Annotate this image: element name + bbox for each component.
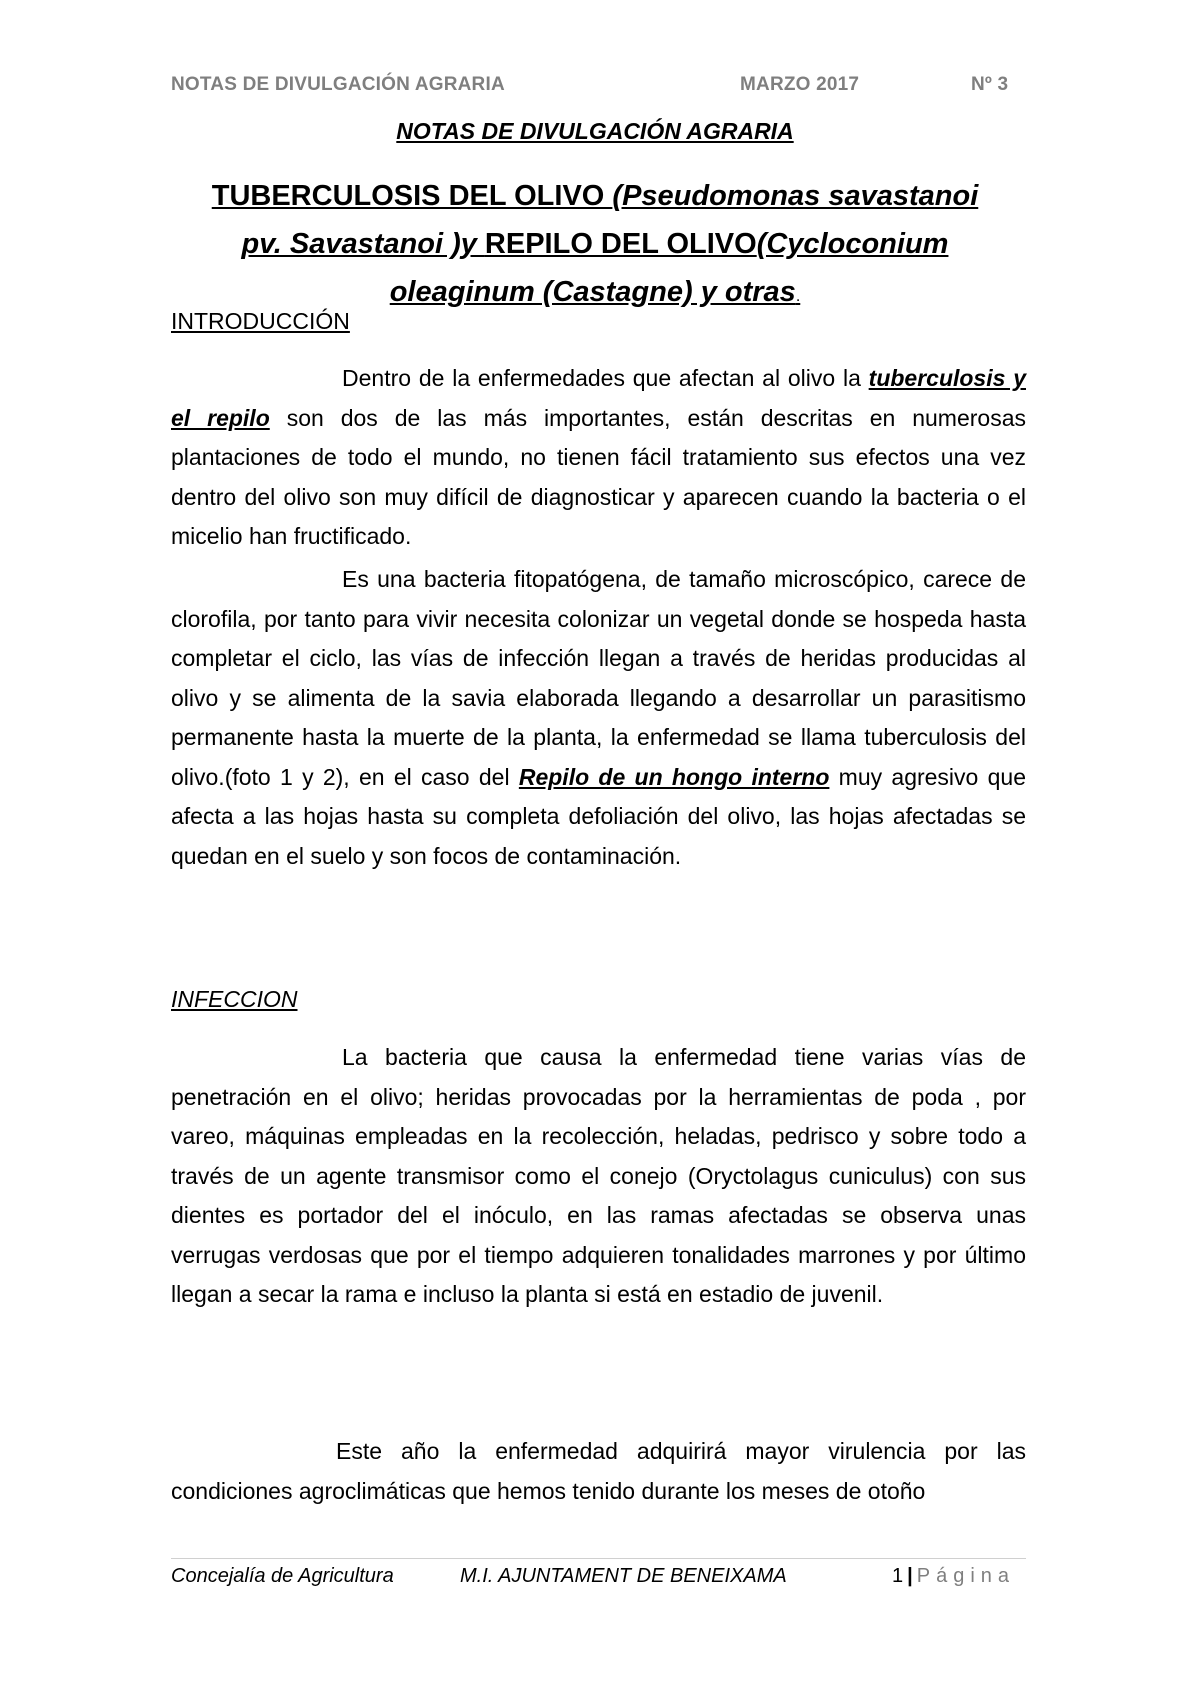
title-part-5: .: [795, 288, 801, 305]
footer-page-indicator: [892, 1565, 1015, 1588]
infeccion-p2-text: Este año la enfermedad adquirirá mayor virulencia por las condiciones agroclimáticas que hemos tenido durante los meses de otoño: [171, 1438, 1026, 1504]
footer-organization: M.I. AJUNTAMENT DE BENEIXAMA: [460, 1565, 787, 1587]
title-part-1: TUBERCULOSIS DEL OLIVO: [211, 180, 613, 212]
running-header-date: MARZO 2017: [740, 74, 860, 95]
infeccion-p1-text: La bacteria que causa la enfermedad tiene varias vías de penetración en el olivo; heridas provocadas por la herramientas de poda , por vareo, máquinas empleadas en la recolección, heladas, pedrisco y sobre todo a través de un agente transmisor como el conejo (Oryctolagus cuniculus) con sus dientes es portador del el inóculo, en las ramas afectadas se observa unas verrugas verdosas que por el tiempo adquieren tonalidades marrones y por último llegan a secar la rama e incluso la planta si está en estadio de juvenil.: [171, 1044, 1026, 1307]
running-header-title: NOTAS DE DIVULGACIÓN AGRARIA: [171, 74, 505, 95]
title-part-2: (Pseudomonas savastanoi pv. Savastanoi )y: [241, 180, 979, 260]
intro-paragraph-2: [171, 560, 1026, 876]
footer-divider: [171, 1558, 1026, 1559]
title-part-4: (Cycloconium oleaginum (Castagne) y otras: [389, 228, 949, 308]
intro-p1-keyword: tuberculosis y el repilo: [171, 365, 1026, 431]
section-heading-infeccion: INFECCION: [171, 986, 298, 1012]
page-separator: |: [907, 1565, 913, 1587]
section-heading-introduccion: INTRODUCCIÓN: [171, 308, 350, 334]
intro-paragraph-1: [171, 359, 1026, 557]
intro-p1-lead: Dentro de la enfermedades que afectan al olivo la: [342, 365, 869, 391]
title-part-3: REPILO DEL OLIVO: [484, 228, 757, 260]
running-header-issue: Nº 3: [971, 74, 1009, 95]
page-label: Página: [916, 1565, 1016, 1587]
infeccion-paragraph-2: [171, 1432, 1026, 1511]
document-kicker: NOTAS DE DIVULGACIÓN AGRARIA: [396, 118, 794, 144]
page-number: 1: [892, 1565, 904, 1587]
intro-p2-rest: muy agresivo que afecta a las hojas hasta su completa defoliación del olivo, las hojas afectadas se quedan en el suelo y son focos de contaminación.: [171, 763, 1026, 869]
document-title: [190, 172, 1000, 321]
footer-department: Concejalía de Agricultura: [171, 1565, 394, 1587]
intro-p2-lead: Es una bacteria fitopatógena, de tamaño microscópico, carece de clorofila, por tanto para vivir necesita colonizar un vegetal donde se hospeda hasta completar el ciclo, las vías de infección llegan a través de heridas producidas al olivo y se alimenta de la savia elaborada llegando a desarrollar un parasitismo permanente hasta la muerte de la planta, la enfermedad se llama tuberculosis del olivo.(foto 1 y 2), en el caso del: [171, 566, 1026, 790]
intro-p2-keyword: Repilo de un hongo interno: [518, 763, 830, 790]
infeccion-paragraph-1: [171, 1038, 1026, 1315]
intro-p1-rest: son dos de las más importantes, están descritas en numerosas plantaciones de todo el mundo, no tienen fácil tratamiento sus efectos una vez dentro del olivo son muy difícil de diagnosticar y aparecen cuando la bacteria o el micelio han fructificado.: [171, 404, 1026, 549]
